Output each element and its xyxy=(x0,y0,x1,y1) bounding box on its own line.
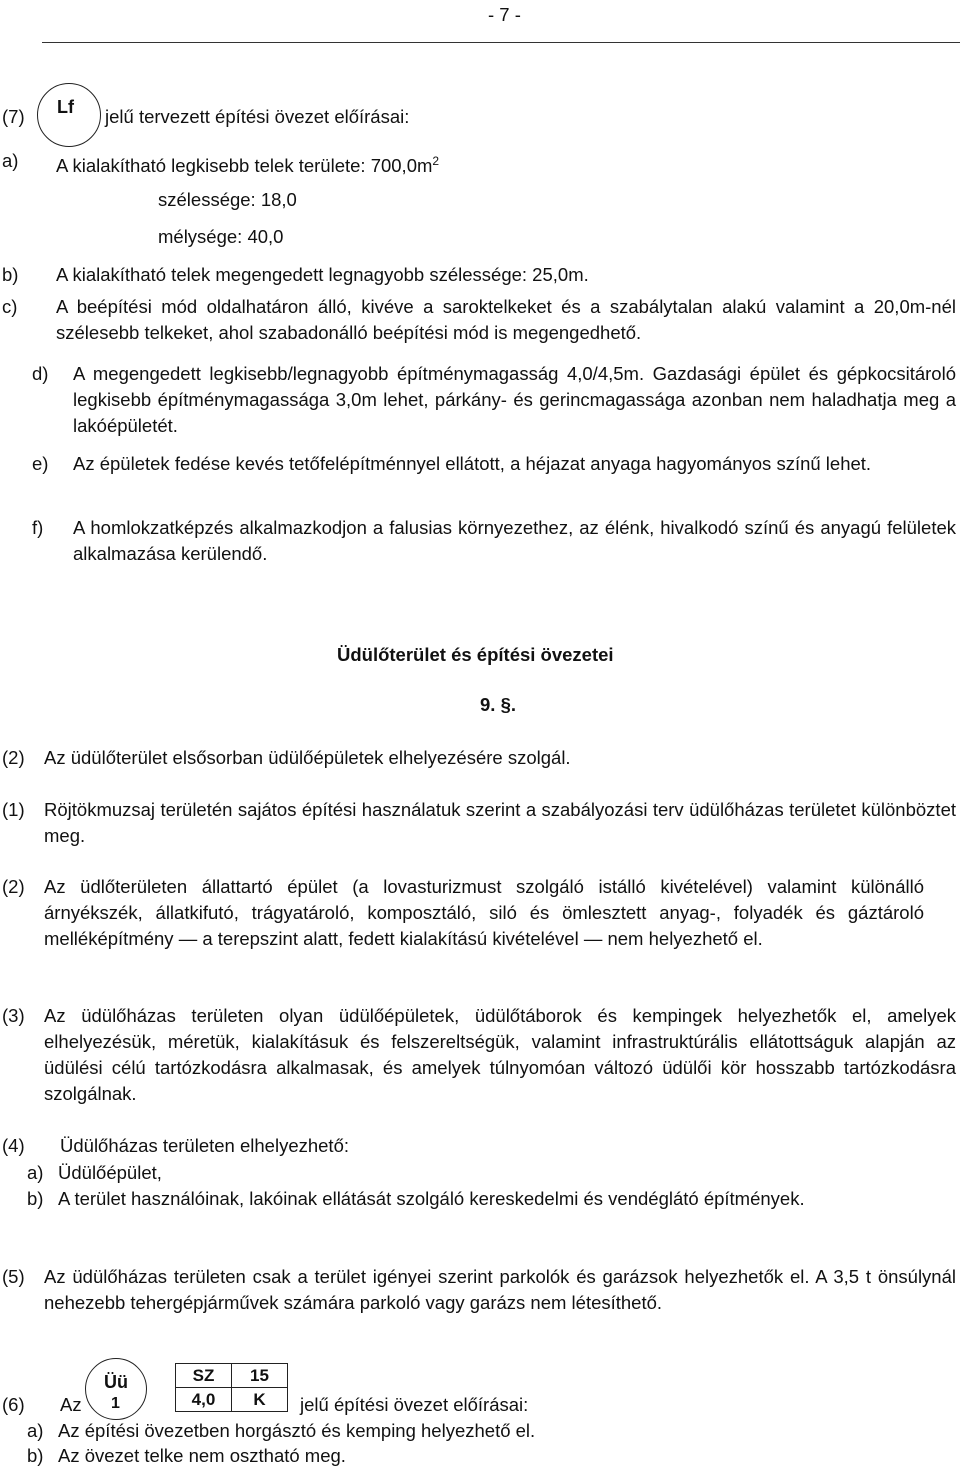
lf-e-text: Az épületek fedése kevés tetőfelépítménnyel ellátott, a héjazat anyaga hagyományos színű lehet. xyxy=(73,453,872,474)
para-text: Az üdülőterület elsősorban üdülőépületek elhelyezésére szolgál. xyxy=(44,747,571,768)
p6-num: (6) xyxy=(2,1394,25,1415)
grid-cell: SZ xyxy=(176,1364,232,1388)
p4-text: Üdülőházas területen elhelyezhető: xyxy=(60,1135,349,1156)
lf-szelesseg: szélessége: 18,0 xyxy=(158,189,297,210)
lf-d-label: d) xyxy=(32,363,49,384)
header-rule xyxy=(42,42,960,43)
para-num: (2) xyxy=(2,876,25,897)
lf-a-text: A kialakítható legkisebb telek területe: $700,0m^2$ xyxy=(56,154,440,177)
p5-num: (5) xyxy=(2,1266,25,1287)
p6-b-text: Az övezet telke nem osztható meg. xyxy=(58,1445,346,1466)
p4-b-label: b) xyxy=(27,1188,44,1209)
para-num: (1) xyxy=(2,799,25,820)
lf-f-label: f) xyxy=(32,517,44,538)
para-text: Az üdlőterületen állattartó épület (a lovasturizmust szolgáló istálló kivételével) valamint különálló árnyékszék, állatkifutó, trágyatároló, komposztáló, siló és ömlesztett anyag-, folyadék és gáztároló melléképítmény — a terepszint alatt, fedett kialakítású kivételével — nem helyezhető el. xyxy=(44,876,924,949)
p4-a-text: Üdülőépület, xyxy=(58,1162,162,1183)
lf-b-text: A kialakítható telek megengedett legnagyobb szélessége: 25,0m. xyxy=(56,264,589,285)
p6-a-text: Az építési övezetben horgásztó és kemping helyezhető el. xyxy=(58,1420,536,1441)
p4-b-text: A terület használóinak, lakóinak ellátását szolgáló kereskedelmi és vendéglátó építmények. xyxy=(58,1188,805,1209)
p6-a-label: a) xyxy=(27,1420,44,1441)
lf-melyseg: mélysége: 40,0 xyxy=(158,226,284,247)
lf-b-label: b) xyxy=(2,264,19,285)
lf-intro: jelű tervezett építési övezet előírásai: xyxy=(105,106,410,127)
uu1-zone-label-bottom: 1 xyxy=(111,1395,120,1412)
p4-a-label: a) xyxy=(27,1162,44,1183)
grid-cell: K xyxy=(232,1388,288,1412)
section-title: Üdülőterület és építési övezetei xyxy=(337,644,614,665)
p6-intro: jelű építési övezet előírásai: xyxy=(300,1394,529,1415)
p6-az: Az xyxy=(60,1394,82,1415)
lf-e-label: e) xyxy=(32,453,49,474)
lf-c-text: A beépítési mód oldalhatáron álló, kivéve a saroktelkeket és a szabálytalan alakú valamint a 20,0m-nél szélesebb telkeket, ahol szabadonálló beépítési mód is megengedhető. xyxy=(56,296,956,343)
lf-a-sup: 2 xyxy=(432,154,440,168)
lf-f-text: A homlokzatképzés alkalmazkodjon a falusias környezethez, az élénk, hivalkodó színű és anyagú felületek alkalmazása kerülendő. xyxy=(73,517,956,564)
page-number: - 7 - xyxy=(488,4,521,25)
para-text: Az üdülőházas területen olyan üdülőépületek, üdülőtáborok és kempingek helyezhetők el, amelyek elhelyezésük, méretük, kialakításuk és felszereltségük, valamint infrastruktúrális ellátottságuk alapján az üdülési célú tartózkodásra alkalmasak, és amelyek túlnyomóan változó üdülői kör hosszabb tartózkodásra szolgálnak. xyxy=(44,1005,956,1104)
lf-num: (7) xyxy=(2,106,25,127)
lf-zone-label: Lf xyxy=(57,97,74,117)
p4-num: (4) xyxy=(2,1135,25,1156)
p6-b-label: b) xyxy=(27,1445,44,1466)
lf-d-text: A megengedett legkisebb/legnagyobb építménymagasság 4,0/4,5m. Gazdasági épület és gépkocsitároló legkisebb építménymagassága 3,0m lehet, párkány- és gerincmagassága azonban nem haladhatja meg a lakóépületét. xyxy=(73,363,956,436)
lf-c-label: c) xyxy=(2,296,18,317)
grid-cell: 4,0 xyxy=(176,1388,232,1412)
zone-parameter-grid xyxy=(175,1363,288,1412)
para-text: Röjtökmuzsaj területén sajátos építési használatuk szerint a szabályozási terv üdülőházas területet különböztet meg. xyxy=(44,799,956,846)
lf-a-label: a) xyxy=(2,150,19,171)
section-paragraph-number: 9. §. xyxy=(480,694,516,715)
para-num: (3) xyxy=(2,1005,25,1026)
uu1-zone-label-top: Üü xyxy=(104,1372,128,1392)
p5-text: Az üdülőházas területen csak a terület igényei szerint parkolók és garázsok helyezhetők el. A 3,5 t önsúlynál nehezebb tehergépjárművek számára parkoló vagy garázs nem létesíthető. xyxy=(44,1266,956,1313)
grid-cell: 15 xyxy=(232,1364,288,1388)
para-num: (2) xyxy=(2,747,25,768)
